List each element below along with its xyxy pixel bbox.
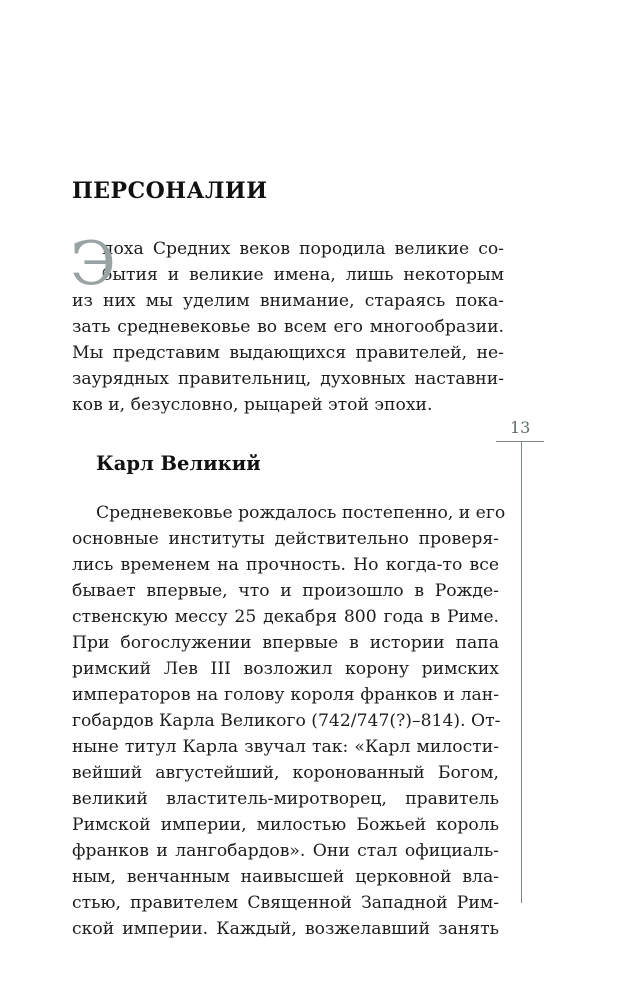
- intro-line: ков и, безусловно, рыцарей этой эпохи.: [72, 395, 433, 415]
- body-line: Римской империи, милостью Божьей король: [72, 815, 499, 835]
- intro-paragraph: [70, 229, 504, 418]
- body-line: ныне титул Карла звучал так: «Карл милости-: [72, 737, 499, 757]
- intro-line: заурядных правительниц, духовных наставни-: [72, 369, 504, 389]
- body-line: основные институты действительно проверя-: [72, 529, 499, 549]
- body-line: вейший августейший, коронованный Богом,: [72, 763, 499, 783]
- body-line: Средневековье рождалось постепенно, и его: [96, 503, 506, 523]
- body-line: ным, венчанным наивысшей церковной вла-: [72, 867, 499, 887]
- drop-cap: Э: [70, 229, 116, 299]
- body-line: лись временем на прочность. Но когда-то все: [72, 555, 499, 575]
- body-line: стью, правителем Священной Западной Рим-: [72, 893, 499, 913]
- body-line: франков и лангобардов». Они стал официаль-: [72, 841, 499, 861]
- intro-line: поха Средних веков породила великие со-: [102, 239, 504, 259]
- body-line: императоров на голову короля франков и лан-: [72, 685, 499, 705]
- section-title: ПЕРСОНАЛИИ: [72, 178, 268, 204]
- body-line: римский Лев III возложил корону римских: [72, 659, 499, 679]
- intro-line: бытия и великие имена, лишь некоторым: [102, 265, 504, 285]
- body-line: При богослужении впервые в истории папа: [72, 633, 499, 653]
- body-line: ственскую мессу 25 декабря 800 года в Риме.: [72, 607, 499, 627]
- body-line: великий властитель-миротворец, правитель: [72, 789, 499, 809]
- page-number: 13: [510, 418, 531, 437]
- intro-line: Мы представим выдающихся правителей, не-: [72, 343, 504, 363]
- body-paragraph: [72, 500, 506, 942]
- intro-line: зать средневековье во всем его многообразии.: [72, 317, 504, 337]
- page-number-rule: [496, 441, 544, 442]
- margin-rule: [521, 441, 522, 903]
- body-line: гобардов Карла Великого (742/747(?)–814). От-: [72, 711, 501, 731]
- body-line: ской империи. Каждый, возжелавший занять: [72, 919, 499, 939]
- body-line: бывает впервые, что и произошло в Рожде-: [72, 581, 499, 601]
- subsection-title: Карл Великий: [96, 452, 261, 475]
- intro-line: из них мы уделим внимание, стараясь пока-: [72, 291, 504, 311]
